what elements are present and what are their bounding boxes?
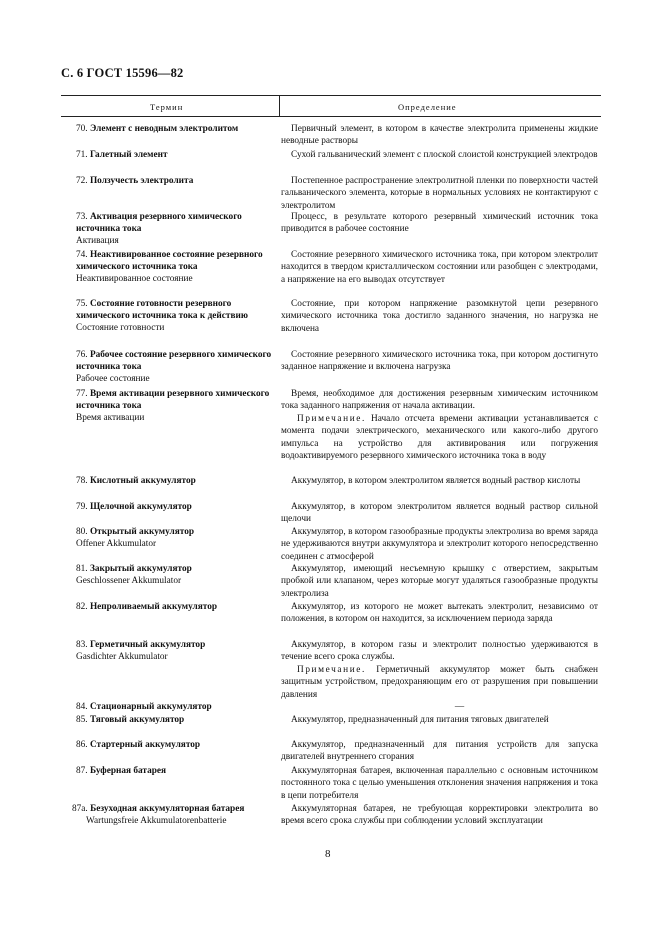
- definition-entry: Аккумуляторная батарея, не требующая корректировки электролита во время всего срока службы при соблюдении условий эксплуатации: [281, 804, 598, 827]
- term-entry: 71. Галетный элемент: [76, 150, 168, 160]
- term-entry: 75. Состояние готовности резервного химического источника тока к действию Состояние готовности: [76, 299, 248, 334]
- definition-entry: Аккумулятор, в котором электролитом является водный раствор кислоты: [291, 476, 581, 486]
- note-label: Примечание.: [297, 413, 366, 424]
- term-entry: 76. Рабочее состояние резервного химического источника тока Рабочее состояние: [76, 350, 272, 385]
- note-label: Примечание.: [297, 664, 366, 675]
- term-entry: 74. Неактивированное состояние резервного химического источника тока Неактивированное состояние: [76, 250, 263, 285]
- definition-entry: Сухой гальванический элемент с плоской слоистой конструкцией электродов: [291, 150, 598, 160]
- definition-entry: Аккумулятор, из которого не может вытекать электролит, независимо от положения, в котором он находится, за исключением периода заряда: [281, 602, 598, 625]
- term-entry: 77. Время активации резервного химического источника тока Время активации: [76, 389, 270, 424]
- definition-entry: Аккумулятор, имеющий несъемную крышку с отверстием, закрытым пробкой или клапаном, через которые могут удаляться газообразные продукты электролиза: [281, 564, 598, 599]
- table-header-rule: [61, 116, 601, 117]
- page-header: С. 6 ГОСТ 15596—82: [61, 66, 184, 80]
- definition-entry: Постепенное распространение электролитной пленки по поверхности частей гальванического элемента, которые в нормальных условиях не контактируют с электролитом: [281, 176, 598, 211]
- term-entry: 87. Буферная батарея: [76, 766, 167, 776]
- page-number: 8: [325, 848, 331, 860]
- term-entry: 80. Открытый аккумулятор Offener Akkumulator: [76, 527, 195, 550]
- term-entry: 70. Элемент с неводным электролитом: [76, 124, 239, 134]
- definition-entry: Время, необходимое для достижения резервным химическим источником тока заданного напряжения от начала активации. Примечание. Начало отсчета времени активации устанавливается с момента подачи электрического, механического или какого-либо другого импульса на устройство для активирования или погружения водоактивируемого резервного химического источника тока в воду: [281, 389, 598, 462]
- term-column-header: Термин: [150, 102, 184, 112]
- term-entry: 78. Кислотный аккумулятор: [76, 476, 196, 486]
- definition-entry: Первичный элемент, в котором в качестве электролита применены жидкие неводные растворы: [281, 124, 598, 147]
- term-entry: 82. Непроливаемый аккумулятор: [76, 602, 218, 612]
- definition-entry: Аккумулятор, предназначенный для питания устройств для запуска двигателей внутреннего сгорания: [281, 740, 598, 763]
- definition-entry: Аккумулятор, в котором газообразные продукты электролиза во время заряда не удерживаются внутри аккумулятора и электролит которого непосредственно соединен с атмосферой: [281, 527, 598, 562]
- definition-entry: Состояние резервного химического источника тока, при котором достигнуто заданное напряжение и включена нагрузка: [281, 350, 598, 373]
- definition-entry: Аккумулятор, в котором газы и электролит полностью удерживаются в течение всего срока службы. Примечание. Герметичный аккумулятор может быть снабжен защитным устройством, предохраняющим его от разрушения при повышении давления: [281, 640, 599, 700]
- term-entry: 73. Активация резервного химического источника тока Активация: [76, 212, 242, 247]
- definition-entry: Состояние, при котором напряжение разомкнутой цепи резервного химического источника тока достигло заданного значения, но нагрузка не включена: [281, 299, 598, 334]
- term-entry: 87а. Безуходная аккумуляторная батарея Wartungsfreie Akkumulatorenbatterie: [72, 804, 245, 827]
- definition-entry: Процесс, в результате которого резервный химический источник тока приводится в рабочее состояние: [281, 212, 598, 235]
- term-entry: 72. Ползучесть электролита: [76, 176, 194, 186]
- definition-entry: Аккумулятор, предназначенный для питания тяговых двигателей: [291, 715, 549, 725]
- term-entry: 86. Стартерный аккумулятор: [76, 740, 201, 750]
- term-entry: 79. Щелочной аккумулятор: [76, 502, 192, 512]
- definition-entry: Аккумулятор, в котором электролитом является водный раствор сильной щелочи: [281, 502, 598, 525]
- definition-entry: —: [454, 702, 465, 712]
- term-entry: 85. Тяговый аккумулятор: [76, 715, 185, 725]
- definition-column-header: Определение: [398, 102, 457, 112]
- column-divider: [279, 95, 280, 116]
- definition-entry: Аккумуляторная батарея, включенная параллельно с основным источником постоянного тока с целью уменьшения отклонения значения напряжения и тока в цепи потребителя: [281, 766, 598, 801]
- table-top-rule: [61, 95, 601, 96]
- term-entry: 84. Стационарный аккумулятор: [76, 702, 212, 712]
- term-entry: 81. Закрытый аккумулятор Geschlossener Akkumulator: [76, 564, 192, 587]
- term-entry: 83. Герметичный аккумулятор Gasdichter Akkumulator: [76, 640, 206, 663]
- definition-entry: Состояние резервного химического источника тока, при котором электролит находится в твердом кристаллическом состоянии или разобщен с электродами, а напряжение на его выводах отсутствует: [281, 250, 598, 285]
